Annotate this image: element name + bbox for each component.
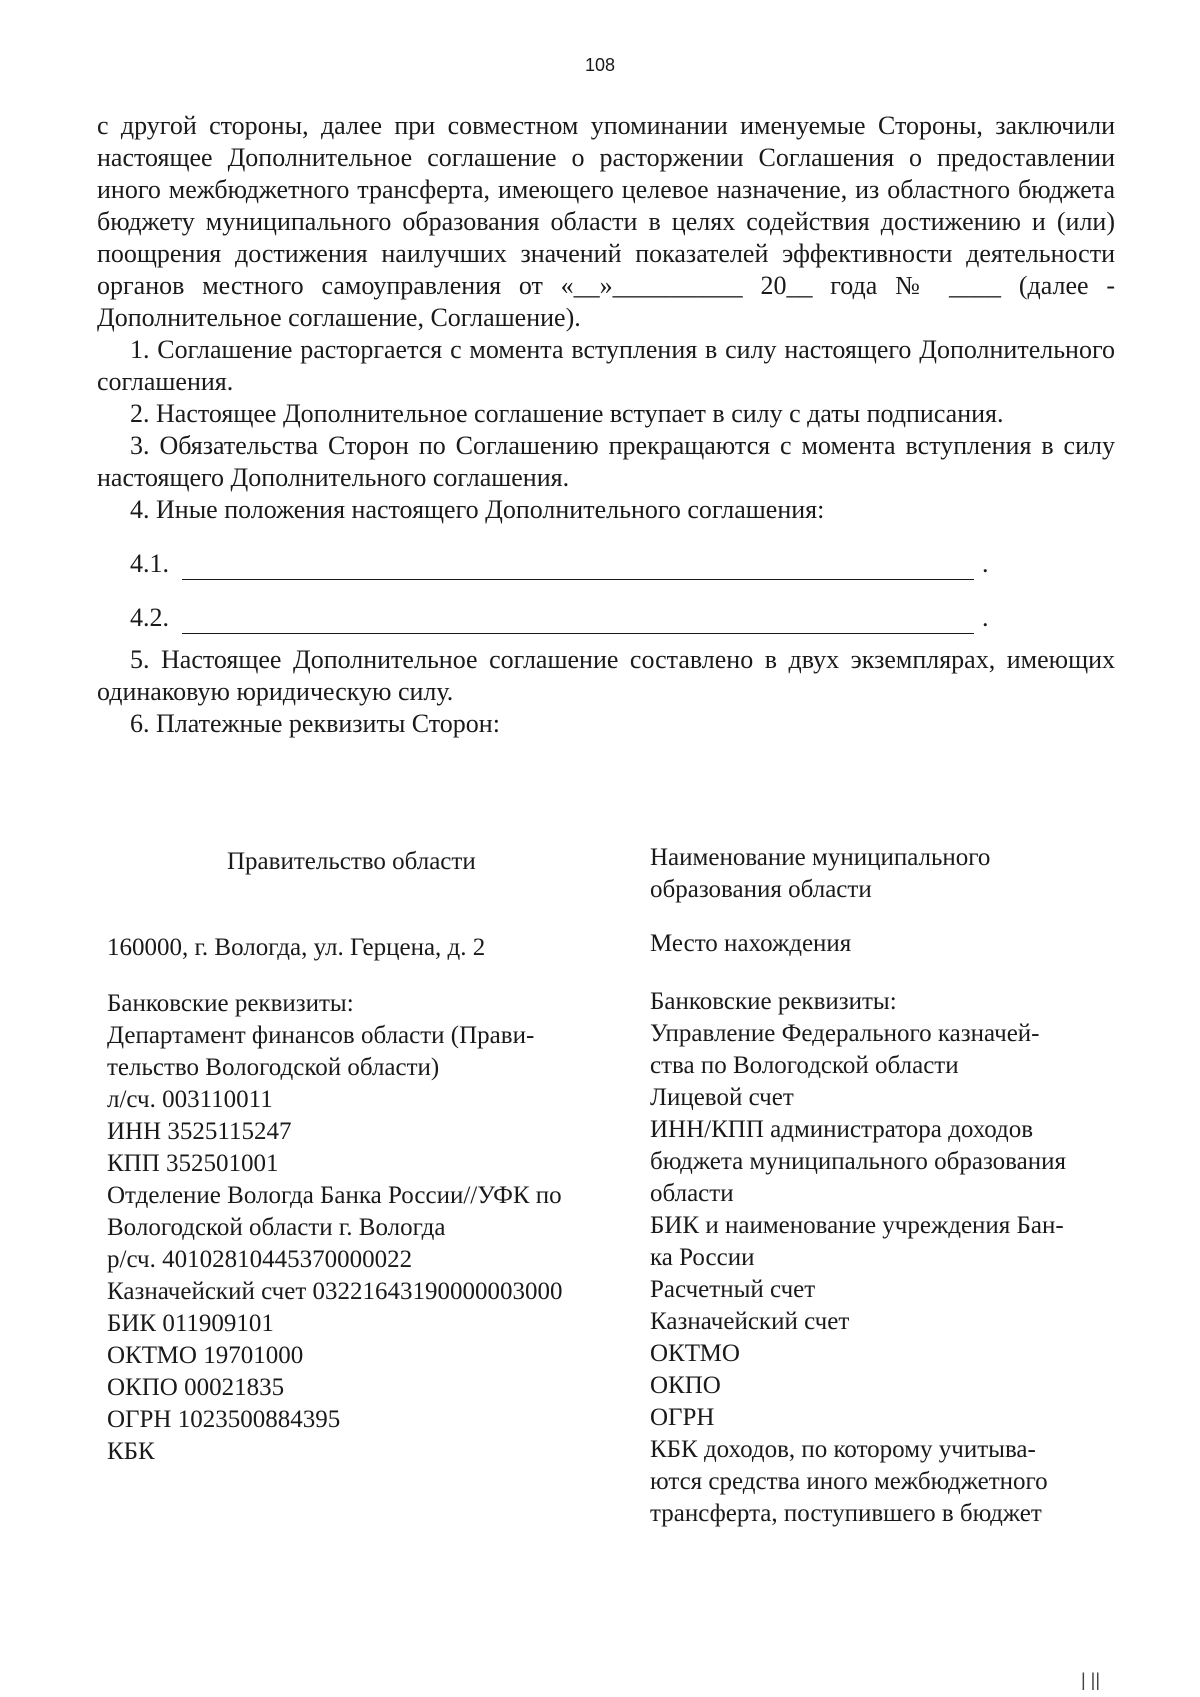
bank-detail-line: Расчетный счет [650, 1276, 816, 1303]
line-period: . [982, 549, 989, 578]
right-party-address: Место нахождения [650, 930, 852, 957]
right-party-bank-details [650, 986, 1128, 1530]
bank-detail-line: БИК 011909101 [107, 1310, 274, 1337]
bank-detail-line: Отделение Вологда Банка России//УФК по [107, 1182, 562, 1209]
bank-detail-line: р/сч. 40102810445370000022 [107, 1246, 413, 1273]
clause-4-2-blank [97, 580, 1115, 634]
bank-detail-line: Лицевой счет [650, 1084, 794, 1111]
bank-detail-line: трансферта, поступившего в бюджет [650, 1500, 1042, 1527]
clause-5: 5. Настоящее Дополнительное соглашение составлено в двух экземплярах, имеющих одинаковую юридическую силу. [97, 645, 1115, 706]
clause-4-1-blank [97, 526, 1115, 580]
page-number: 108 [584, 55, 616, 75]
bank-detail-line: КБК [107, 1438, 155, 1465]
bank-detail-line: бюджета муниципального образования [650, 1148, 1067, 1175]
bank-detail-line: ОКПО [650, 1372, 721, 1399]
bank-detail-line: ОКТМО 19701000 [107, 1342, 304, 1369]
bank-detail-line: Департамент финансов области (Прави- [107, 1022, 535, 1049]
clause-4: 4. Иные положения настоящего Дополнительного соглашения: [130, 495, 825, 524]
bank-detail-line: л/сч. 003110011 [107, 1086, 273, 1113]
bank-detail-line: Казначейский счет 03221643190000003000 [107, 1278, 563, 1305]
left-party-bank-details [107, 988, 637, 1468]
agreement-body [97, 110, 1115, 740]
fill-in-line [182, 605, 974, 634]
bank-detail-line: КПП 352501001 [107, 1150, 279, 1177]
clause-2: 2. Настоящее Дополнительное соглашение вступает в силу с даты подписания. [130, 399, 1004, 428]
left-party-title: Правительство области [227, 848, 476, 875]
bank-detail-line: ИНН/КПП администратора доходов [650, 1116, 1034, 1143]
bank-detail-line: ка России [650, 1244, 755, 1271]
line-period: . [982, 603, 989, 632]
bank-detail-line: Банковские реквизиты: [650, 988, 897, 1015]
clause-4-1-number: 4.1. [130, 549, 169, 578]
intro-paragraph: с другой стороны, далее при совместном упоминании именуемые Стороны, заключили настоящее Дополнительное соглашение о расторжении Соглашения о предоставлении иного межбюджетного трансферта, имеющего целевое назначение, из областного бюджета бюджету муниципального образования области в целях содействия достижению и (или) поощрения достижения наилучших значений показателей эффективности деятельности органов местного самоуправления от «__»__________ 20__ года № ____ (далее - Дополнительное соглашение, Соглашение). [97, 111, 1115, 332]
bank-detail-line: ОГРН 1023500884395 [107, 1406, 341, 1433]
clause-1: 1. Соглашение расторгается с момента вступления в силу настоящего Дополнительного соглашения. [97, 335, 1115, 396]
right-party-title: Наименование муниципального образования области [650, 844, 991, 903]
bank-detail-line: Управление Федерального казначей- [650, 1020, 1040, 1047]
fill-in-line [182, 551, 974, 580]
bank-detail-line: Банковские реквизиты: [107, 990, 354, 1017]
bank-detail-line: ОКПО 00021835 [107, 1374, 285, 1401]
clause-4-2-number: 4.2. [130, 603, 169, 632]
bank-detail-line: ются средства иного межбюджетного [650, 1468, 1048, 1495]
bank-detail-line: КБК доходов, по которому учитыва- [650, 1436, 1036, 1463]
bank-detail-line: БИК и наименование учреждения Бан- [650, 1212, 1064, 1239]
bank-detail-line: Вологодской области г. Вологда [107, 1214, 446, 1241]
bank-detail-line: ства по Вологодской области [650, 1052, 959, 1079]
bank-detail-line: тельство Вологодской области) [107, 1054, 440, 1081]
clause-3: 3. Обязательства Сторон по Соглашению прекращаются с момента вступления в силу настоящего Дополнительного соглашения. [97, 431, 1115, 492]
bank-detail-line: Казначейский счет [650, 1308, 850, 1335]
bank-detail-line: ОГРН [650, 1404, 715, 1431]
left-party-address: 160000, г. Вологда, ул. Герцена, д. 2 [107, 934, 486, 961]
bank-detail-line: области [650, 1180, 734, 1207]
clause-6: 6. Платежные реквизиты Сторон: [130, 709, 500, 738]
scan-margin-mark: | || [1080, 1670, 1100, 1690]
bank-detail-line: ИНН 3525115247 [107, 1118, 292, 1145]
bank-detail-line: ОКТМО [650, 1340, 740, 1367]
